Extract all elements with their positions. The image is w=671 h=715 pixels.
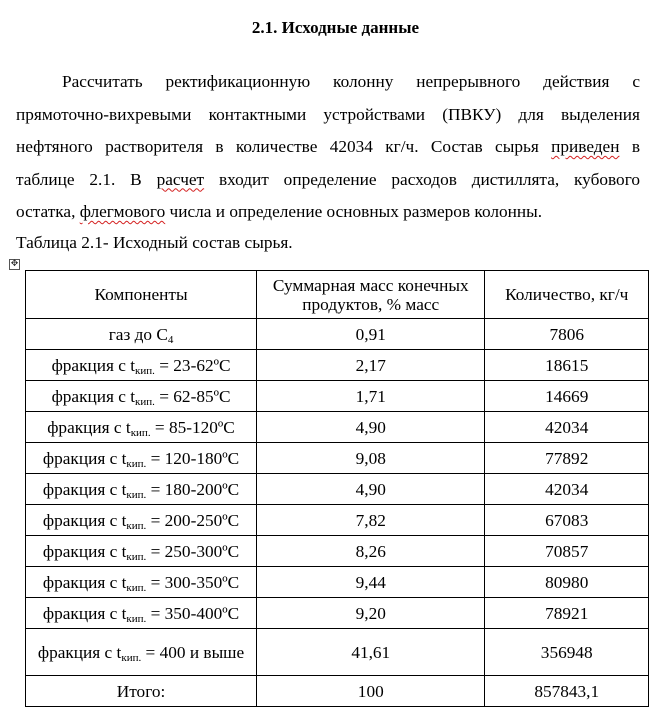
table-row bbox=[26, 443, 649, 474]
paragraph-line-3-text: нефтяного растворителя в количестве 42034 кг/ч. Состав сырья bbox=[16, 137, 539, 156]
component-range: = 23-62ºС bbox=[154, 355, 231, 375]
paragraph-line-5-end: числа и определение основных размеров колонны. bbox=[169, 202, 543, 221]
quantity-cell: 18615 bbox=[485, 350, 649, 381]
spellcheck-word[interactable]: расчет bbox=[156, 169, 205, 189]
paragraph-line-3 bbox=[16, 131, 640, 164]
mass-percent-cell: 1,71 bbox=[257, 381, 485, 412]
paragraph-line-2: прямоточно-вихревыми контактными устройствами (ПВКУ) для выделения bbox=[16, 104, 640, 124]
composition-table bbox=[25, 270, 649, 707]
component-subscript: кип. bbox=[126, 581, 147, 594]
quantity-cell: 70857 bbox=[485, 536, 649, 567]
mass-percent-cell: 4,90 bbox=[257, 412, 485, 443]
component-prefix: газ до С bbox=[108, 324, 168, 344]
table-total-row bbox=[26, 676, 649, 707]
quantity-cell: 356948 bbox=[485, 629, 649, 676]
component-prefix: фракция с t bbox=[42, 541, 127, 561]
header-mass-percent: Суммарная масс конечных продуктов, % масс bbox=[257, 271, 485, 319]
section-heading: 2.1. Исходные данные bbox=[251, 18, 420, 37]
component-subscript: кип. bbox=[126, 612, 147, 625]
quantity-cell: 42034 bbox=[485, 412, 649, 443]
component-subscript: 4 bbox=[167, 333, 174, 346]
component-prefix: фракция с t bbox=[42, 572, 127, 592]
table-body bbox=[26, 319, 649, 676]
component-cell bbox=[26, 350, 257, 381]
component-prefix: фракция с t bbox=[47, 417, 131, 437]
component-prefix: фракция с t bbox=[42, 510, 127, 530]
quantity-cell: 78921 bbox=[485, 598, 649, 629]
component-cell bbox=[26, 598, 257, 629]
component-cell bbox=[26, 536, 257, 567]
table-row bbox=[26, 598, 649, 629]
component-cell bbox=[26, 381, 257, 412]
mass-percent-cell: 2,17 bbox=[257, 350, 485, 381]
body-paragraph bbox=[16, 66, 640, 229]
paragraph-line-5 bbox=[16, 196, 640, 229]
component-cell bbox=[26, 474, 257, 505]
component-subscript: кип. bbox=[126, 550, 147, 563]
component-range: = 85-120ºС bbox=[150, 417, 235, 437]
quantity-cell: 77892 bbox=[485, 443, 649, 474]
quantity-cell: 67083 bbox=[485, 505, 649, 536]
table-move-handle-icon[interactable]: ✥ bbox=[10, 259, 19, 269]
total-percent: 100 bbox=[257, 676, 485, 707]
table-row bbox=[26, 536, 649, 567]
quantity-cell: 14669 bbox=[485, 381, 649, 412]
table-row bbox=[26, 474, 649, 505]
spellcheck-word[interactable]: флегмового bbox=[79, 202, 166, 221]
component-cell bbox=[26, 443, 257, 474]
component-subscript: кип. bbox=[135, 395, 155, 408]
paragraph-line-5-start: остатка, bbox=[16, 202, 76, 221]
spellcheck-word[interactable]: приведен bbox=[551, 137, 620, 156]
table-row bbox=[26, 412, 649, 443]
table-caption: Таблица 2.1- Исходный состав сырья. bbox=[16, 233, 293, 252]
table-row bbox=[26, 350, 649, 381]
paragraph-line-1: Рассчитать ректификационную колонну непрерывного действия с bbox=[62, 72, 640, 91]
component-subscript: кип. bbox=[130, 426, 151, 439]
component-subscript: кип. bbox=[135, 364, 155, 377]
component-subscript: кип. bbox=[126, 457, 147, 470]
table-row bbox=[26, 381, 649, 412]
paragraph-line-3-end: в bbox=[631, 137, 640, 156]
mass-percent-cell: 8,26 bbox=[257, 536, 485, 567]
quantity-cell: 42034 bbox=[485, 474, 649, 505]
table-row bbox=[26, 319, 649, 350]
component-prefix: фракция с t bbox=[37, 642, 122, 662]
component-range: = 180-200ºС bbox=[146, 479, 240, 499]
component-cell bbox=[26, 319, 257, 350]
component-prefix: фракция с t bbox=[51, 386, 136, 406]
header-components: Компоненты bbox=[26, 271, 257, 319]
component-cell bbox=[26, 629, 257, 676]
component-range: = 200-250ºС bbox=[146, 510, 240, 530]
mass-percent-cell: 9,20 bbox=[257, 598, 485, 629]
component-range: = 300-350ºС bbox=[146, 572, 240, 592]
component-cell bbox=[26, 412, 257, 443]
table-header-row bbox=[26, 271, 649, 319]
component-cell bbox=[26, 505, 257, 536]
total-quantity: 857843,1 bbox=[485, 676, 649, 707]
quantity-cell: 80980 bbox=[485, 567, 649, 598]
component-subscript: кип. bbox=[126, 488, 147, 501]
paragraph-line-4-start: таблице 2.1. В bbox=[16, 169, 142, 189]
component-subscript: кип. bbox=[126, 519, 147, 532]
paragraph-line-4-end: входит определение расходов дистиллята, кубового bbox=[218, 169, 640, 189]
mass-percent-cell: 9,08 bbox=[257, 443, 485, 474]
mass-percent-cell: 7,82 bbox=[257, 505, 485, 536]
component-subscript: кип. bbox=[121, 651, 142, 664]
table-row bbox=[26, 505, 649, 536]
table-row bbox=[26, 567, 649, 598]
paragraph-line-4 bbox=[16, 164, 640, 197]
quantity-cell: 7806 bbox=[485, 319, 649, 350]
component-cell bbox=[26, 567, 257, 598]
mass-percent-cell: 0,91 bbox=[257, 319, 485, 350]
component-range: = 250-300ºС bbox=[146, 541, 240, 561]
component-range: = 120-180ºС bbox=[146, 448, 240, 468]
component-range: = 350-400ºС bbox=[146, 603, 240, 623]
mass-percent-cell: 9,44 bbox=[257, 567, 485, 598]
table-row bbox=[26, 629, 649, 676]
header-quantity: Количество, кг/ч bbox=[485, 271, 649, 319]
mass-percent-cell: 4,90 bbox=[257, 474, 485, 505]
component-range: = 400 и выше bbox=[141, 642, 245, 662]
component-prefix: фракция с t bbox=[42, 603, 127, 623]
component-range: = 62-85ºС bbox=[154, 386, 231, 406]
total-label: Итого: bbox=[26, 676, 257, 707]
component-prefix: фракция с t bbox=[42, 448, 127, 468]
component-prefix: фракция с t bbox=[51, 355, 136, 375]
component-prefix: фракция с t bbox=[42, 479, 127, 499]
mass-percent-cell: 41,61 bbox=[257, 629, 485, 676]
